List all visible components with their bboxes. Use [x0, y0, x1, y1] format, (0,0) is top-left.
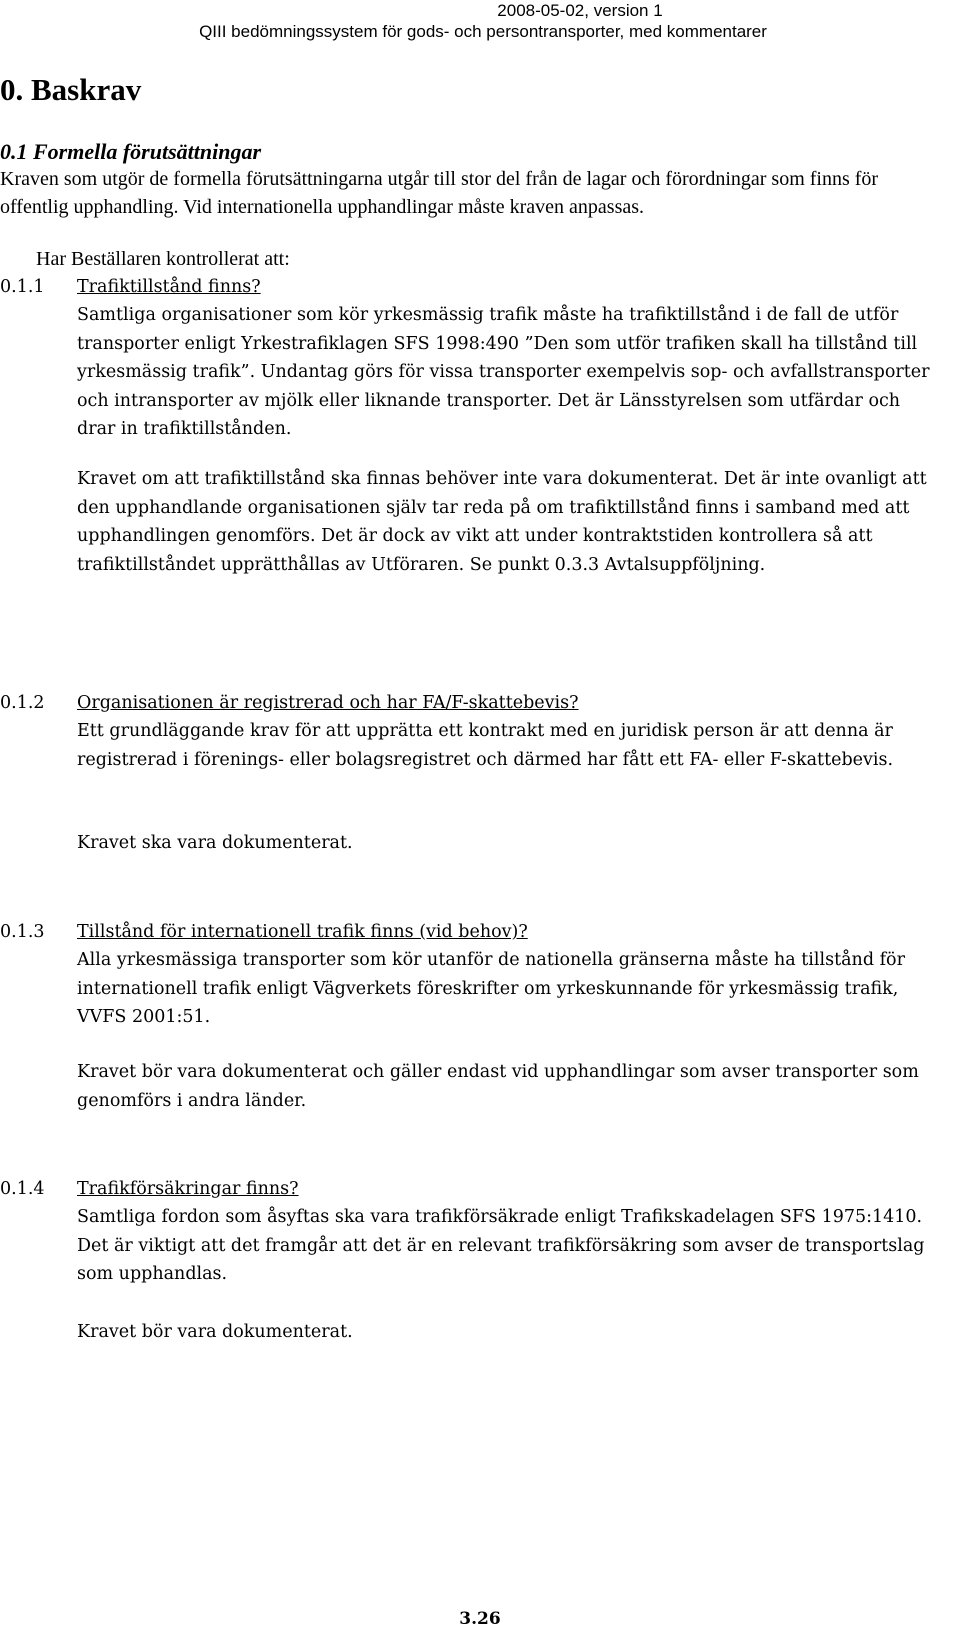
item-number: 0.1.1: [0, 277, 45, 297]
item-paragraph: Alla yrkesmässiga transporter som kör utanför de nationella gränserna måste ha tillstånd för internationell trafik enligt Vägverkets föreskrifter om yrkeskunnande för yrkesmässig trafik, VVFS 2001:51.: [77, 950, 905, 1027]
section-title: 0. Baskrav: [0, 72, 142, 107]
question-lead: Har Beställaren kontrollerat att:: [36, 248, 290, 270]
item-heading: Tillstånd för internationell trafik finns (vid behov)?: [77, 922, 528, 942]
item-number: 0.1.3: [0, 922, 45, 942]
page-number: 3.26: [459, 1609, 501, 1629]
item-paragraph: Ett grundläggande krav för att upprätta ett kontrakt med en juridisk person är att denna är registrerad i förenings- eller bolagsregistret och därmed har fått ett FA- eller F-skattebevis.: [77, 721, 894, 770]
item-number: 0.1.4: [0, 1179, 45, 1199]
subsection-title: 0.1 Formella förutsättningar: [0, 139, 262, 164]
item-paragraph: Kravet om att trafiktillstånd ska finnas behöver inte vara dokumenterat. Det är inte ovanligt att den upphandlande organisationen själv tar reda på om trafiktillstånd finns i samband med att upphandlingen genomförs. Det är dock av vikt att under kontraktstiden kontrollera så att trafiktillståndet upprätthållas av Utföraren. Se punkt 0.3.3 Avtalsuppföljning.: [77, 469, 927, 575]
intro-paragraph: Kraven som utgör de formella förutsättningarna utgår till stor del från de lagar och förordningar som finns för offentlig upphandling. Vid internationella upphandlingar måste kraven anpassas.: [0, 168, 879, 218]
item-heading: Trafiktillstånd finns?: [77, 277, 261, 297]
header-doc-title: QIII bedömningssystem för gods- och persontransporter, med kommentarer: [199, 22, 767, 41]
item-heading: Organisationen är registrerad och har FA/F-skattebevis?: [77, 693, 579, 713]
header-version: 2008-05-02, version 1: [497, 1, 663, 20]
item-paragraph: Kravet bör vara dokumenterat och gäller endast vid upphandlingar som avser transporter som genomförs i andra länder.: [77, 1062, 919, 1111]
item-heading: Trafikförsäkringar finns?: [77, 1179, 299, 1199]
item-paragraph: Kravet bör vara dokumenterat.: [77, 1322, 353, 1342]
item-paragraph: Samtliga fordon som åsyftas ska vara trafikförsäkrade enligt Trafikskadelagen SFS 1975:1410. Det är viktigt att det framgår att det är en relevant trafikförsäkring som avser de transportslag som upphandlas.: [77, 1207, 925, 1284]
item-number: 0.1.2: [0, 693, 45, 713]
item-paragraph: Kravet ska vara dokumenterat.: [77, 833, 353, 853]
item-paragraph: Samtliga organisationer som kör yrkesmässig trafik måste ha trafiktillstånd i de fall de utför transporter enligt Yrkestrafiklagen SFS 1998:490 ”Den som utför trafiken skall ha tillstånd till yrkesmässig trafik”. Undantag görs för vissa transporter exempelvis sop- och avfallstransporter och intransporter av mjölk eller liknande transporter. Det är Länsstyrelsen som utfärdar och drar in trafiktillstånden.: [77, 305, 930, 439]
